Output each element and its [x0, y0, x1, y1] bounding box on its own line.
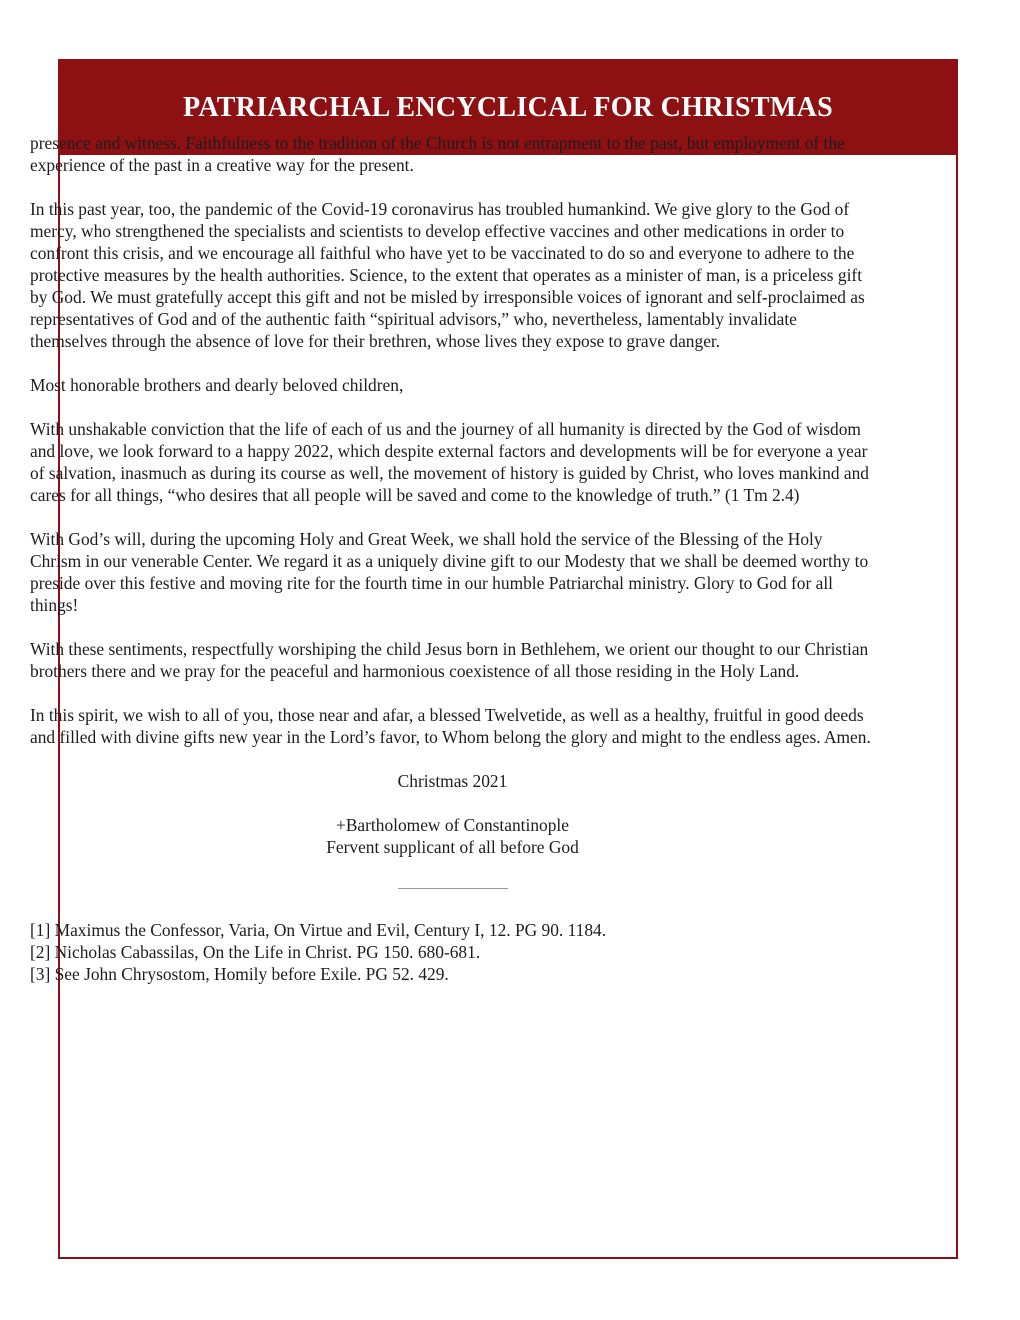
body-paragraph: With God’s will, during the upcoming Holy and Great Week, we shall hold the service of the Blessing of the Holy Chrism in our venerable Center. We regard it as a uniquely divine gift to our Modesty that we shall be deemed worthy to preside over this festive and moving rite for the fourth time in our humble Patriarchal ministry. Glory to God for all things! [30, 529, 869, 615]
document-body [30, 132, 875, 985]
footnote-divider [398, 888, 508, 889]
body-paragraph: Most honorable brothers and dearly beloved children, [30, 375, 404, 395]
footnote-item: [1] Maximus the Confessor, Varia, On Virtue and Evil, Century I, 12. PG 90. 1184. [30, 920, 607, 940]
signature-name: +Bartholomew of Constantinople [336, 815, 569, 835]
body-paragraph: In this past year, too, the pandemic of the Covid-19 coronavirus has troubled humankind. We give glory to the God of mercy, who strengthened the specialists and scientists to develop effective vaccines and other medications in order to confront this crisis, and we encourage all faithful who have yet to be vaccinated to do so and everyone to adhere to the protective measures by the health authorities. Science, to the extent that operates as a minister of man, is a priceless gift by God. We must gratefully accept this gift and not be misled by irresponsible voices of ignorant and self-proclaimed as representatives of God and of the authentic faith “spiritual advisors,” who, nevertheless, lamentably invalidate themselves through the absence of love for their brethren, whose lives they expose to grave danger. [30, 199, 865, 351]
signature-block [30, 814, 875, 858]
signature-title: Fervent supplicant of all before God [326, 837, 579, 857]
footnotes [30, 919, 875, 985]
body-paragraph: With these sentiments, respectfully worshiping the child Jesus born in Bethlehem, we orient our thought to our Christian brothers there and we pray for the peaceful and harmonious coexistence of all those residing in the Holy Land. [30, 639, 869, 681]
footnote-item: [3] See John Chrysostom, Homily before Exile. PG 52. 429. [30, 964, 449, 984]
body-paragraph: In this spirit, we wish to all of you, those near and afar, a blessed Twelvetide, as well as a healthy, fruitful in good deeds and filled with divine gifts new year in the Lord’s favor, to Whom belong the glory and might to the endless ages. Amen. [30, 705, 871, 747]
body-paragraph: With unshakable conviction that the life of each of us and the journey of all humanity is directed by the God of wisdom and love, we look forward to a happy 2022, which despite external factors and developments will be for everyone a year of salvation, inasmuch as during its course as well, the movement of history is guided by Christ, who loves mankind and cares for all things, “who desires that all people will be saved and come to the knowledge of truth.” (1 Tm 2.4) [30, 419, 869, 505]
footnote-item: [2] Nicholas Cabassilas, On the Life in Christ. PG 150. 680-681. [30, 942, 481, 962]
page-title: PATRIARCHAL ENCYCLICAL FOR CHRISTMAS [183, 92, 833, 123]
body-paragraph: presence and witness. Faithfulness to the tradition of the Church is not entrapment to the past, but employment of the experience of the past in a creative way for the present. [30, 133, 845, 175]
closing-date: Christmas 2021 [397, 771, 508, 791]
